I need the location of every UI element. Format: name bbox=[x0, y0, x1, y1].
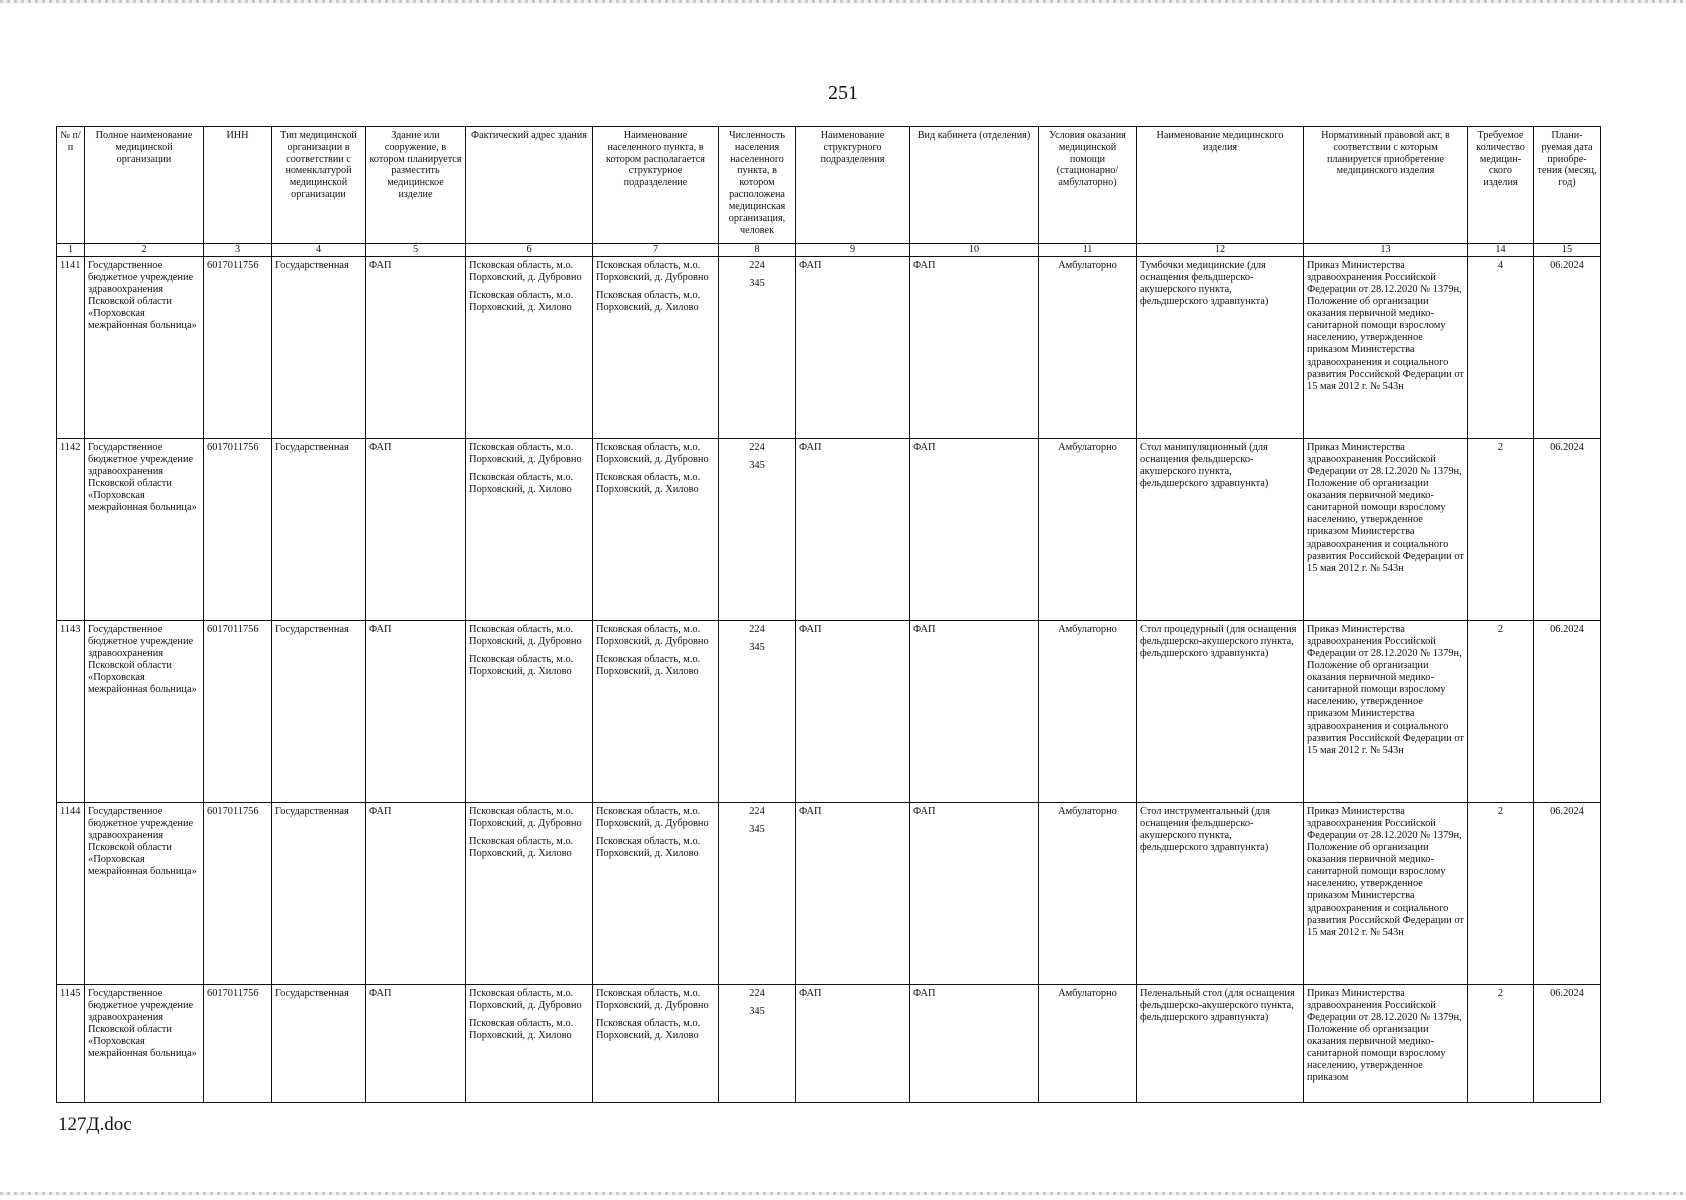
settlement-line: Псковская область, м.о. Порховский, д. Хилово bbox=[596, 836, 701, 860]
device-cell: Стол манипуляционный (для оснащения фельдшерско-акушерского пункта, фельдшерского здравпункта) bbox=[1137, 439, 1304, 621]
settlement-line: Псковская область, м.о. Порховский, д. Хилово bbox=[596, 654, 701, 678]
settlement-line: Псковская область, м.о. Порховский, д. Дубровно bbox=[596, 624, 709, 648]
legal-act-cell: Приказ Министерства здравоохранения Российской Федерации от 28.12.2020 № 1379н, Положение об организации оказания первичной медико-санитарной помощи взрослому населению, утвержденное приказом Министерства здравоохранения и социального развития Российской Федерации от 15 мая 2012 г. № 543н bbox=[1304, 621, 1468, 803]
table-header-row bbox=[57, 127, 1601, 244]
device-cell: Пеленальный стол (для оснащения фельдшерско-акушерского пункта, фельдшерского здравпункта) bbox=[1137, 985, 1304, 1103]
conditions-cell: Амбулаторно bbox=[1039, 985, 1137, 1103]
population-value: 224 bbox=[749, 988, 765, 999]
row-number: 1141 bbox=[57, 257, 85, 439]
cabinet-cell: ФАП bbox=[910, 439, 1039, 621]
row-number: 1144 bbox=[57, 803, 85, 985]
settlement-cell bbox=[593, 803, 719, 985]
org-type-cell: Государственная bbox=[272, 439, 366, 621]
table-row bbox=[57, 621, 1601, 803]
cabinet-cell: ФАП bbox=[910, 803, 1039, 985]
building-cell: ФАП bbox=[366, 621, 466, 803]
inn-cell: 6017011756 bbox=[204, 803, 272, 985]
header-cell: Вид кабинета (отделения) bbox=[910, 127, 1039, 244]
header-cell: Полное наименование медицинской организации bbox=[85, 127, 204, 244]
settlement-line: Псковская область, м.о. Порховский, д. Дубровно bbox=[596, 806, 709, 830]
population-value: 345 bbox=[749, 642, 765, 654]
settlement-line: Псковская область, м.о. Порховский, д. Дубровно bbox=[596, 260, 709, 284]
address-line: Псковская область, м.о. Порховский, д. Хилово bbox=[469, 836, 574, 860]
scan-edge-bottom bbox=[0, 1192, 1686, 1195]
quantity-cell: 2 bbox=[1468, 621, 1534, 803]
equipment-table bbox=[56, 126, 1601, 1103]
address-line: Псковская область, м.о. Порховский, д. Хилово bbox=[469, 290, 574, 314]
conditions-cell: Амбулаторно bbox=[1039, 439, 1137, 621]
org-type-cell: Государственная bbox=[272, 803, 366, 985]
building-cell: ФАП bbox=[366, 803, 466, 985]
org-type-cell: Государственная bbox=[272, 985, 366, 1103]
unit-cell: ФАП bbox=[796, 803, 910, 985]
settlement-cell bbox=[593, 985, 719, 1103]
building-cell: ФАП bbox=[366, 985, 466, 1103]
address-line: Псковская область, м.о. Порховский, д. Дубровно bbox=[469, 988, 582, 1012]
address-cell bbox=[466, 439, 593, 621]
column-number: 15 bbox=[1534, 244, 1601, 257]
address-line: Псковская область, м.о. Порховский, д. Хилово bbox=[469, 472, 574, 496]
header-cell: ИНН bbox=[204, 127, 272, 244]
cabinet-cell: ФАП bbox=[910, 257, 1039, 439]
legal-act-cell: Приказ Министерства здравоохранения Российской Федерации от 28.12.2020 № 1379н, Положение об организации оказания первичной медико-санитарной помощи взрослому населению, утвержденное приказом bbox=[1304, 985, 1468, 1103]
inn-cell: 6017011756 bbox=[204, 621, 272, 803]
population-value: 345 bbox=[749, 460, 765, 472]
unit-cell: ФАП bbox=[796, 985, 910, 1103]
footer-filename: 127Д.doc bbox=[58, 1114, 132, 1135]
conditions-cell: Амбулаторно bbox=[1039, 621, 1137, 803]
table-row bbox=[57, 439, 1601, 621]
population-value: 224 bbox=[749, 442, 765, 453]
header-cell: Нормативный правовой акт, в соответствии с которым планируется приобретение медицинского изделия bbox=[1304, 127, 1468, 244]
header-cell: Тип медицинской организации в соответствии с номенклатурой медицинской организации bbox=[272, 127, 366, 244]
address-line: Псковская область, м.о. Порховский, д. Дубровно bbox=[469, 806, 582, 830]
date-cell: 06.2024 bbox=[1534, 803, 1601, 985]
population-value: 345 bbox=[749, 824, 765, 836]
header-cell: Плани-руемая дата приобре-тения (месяц, год) bbox=[1534, 127, 1601, 244]
inn-cell: 6017011756 bbox=[204, 439, 272, 621]
legal-act-cell: Приказ Министерства здравоохранения Российской Федерации от 28.12.2020 № 1379н, Положение об организации оказания первичной медико-санитарной помощи взрослому населению, утвержденное приказом Министерства здравоохранения и социального развития Российской Федерации от 15 мая 2012 г. № 543н bbox=[1304, 439, 1468, 621]
header-cell: Фактический адрес здания bbox=[466, 127, 593, 244]
population-cell bbox=[719, 803, 796, 985]
column-number: 10 bbox=[910, 244, 1039, 257]
population-value: 345 bbox=[749, 278, 765, 290]
address-line: Псковская область, м.о. Порховский, д. Дубровно bbox=[469, 442, 582, 466]
device-cell: Тумбочки медицинские (для оснащения фельдшерско-акушерского пункта, фельдшерского здравпункта) bbox=[1137, 257, 1304, 439]
settlement-cell bbox=[593, 439, 719, 621]
date-cell: 06.2024 bbox=[1534, 257, 1601, 439]
population-cell bbox=[719, 985, 796, 1103]
organization-name: Государственное бюджетное учреждение здравоохранения Псковской области «Порховская межрайонная больница» bbox=[85, 439, 204, 621]
date-cell: 06.2024 bbox=[1534, 985, 1601, 1103]
cabinet-cell: ФАП bbox=[910, 985, 1039, 1103]
quantity-cell: 2 bbox=[1468, 803, 1534, 985]
address-cell bbox=[466, 257, 593, 439]
inn-cell: 6017011756 bbox=[204, 257, 272, 439]
header-cell: Численность населения населенного пункта, в котором расположена медицинская организация, человек bbox=[719, 127, 796, 244]
date-cell: 06.2024 bbox=[1534, 439, 1601, 621]
address-line: Псковская область, м.о. Порховский, д. Хилово bbox=[469, 654, 574, 678]
population-cell bbox=[719, 257, 796, 439]
cabinet-cell: ФАП bbox=[910, 621, 1039, 803]
table-row bbox=[57, 803, 1601, 985]
conditions-cell: Амбулаторно bbox=[1039, 257, 1137, 439]
column-number: 12 bbox=[1137, 244, 1304, 257]
population-value: 224 bbox=[749, 624, 765, 635]
address-cell bbox=[466, 985, 593, 1103]
building-cell: ФАП bbox=[366, 257, 466, 439]
column-number: 7 bbox=[593, 244, 719, 257]
header-cell: Здание или сооружение, в котором планируется разместить медицинское изделие bbox=[366, 127, 466, 244]
organization-name: Государственное бюджетное учреждение здравоохранения Псковской области «Порховская межрайонная больница» bbox=[85, 985, 204, 1103]
header-cell: Наименование населенного пункта, в котором располагается структурное подразделение bbox=[593, 127, 719, 244]
column-number: 14 bbox=[1468, 244, 1534, 257]
address-line: Псковская область, м.о. Порховский, д. Дубровно bbox=[469, 260, 582, 284]
column-number: 9 bbox=[796, 244, 910, 257]
column-number-row bbox=[57, 244, 1601, 257]
quantity-cell: 2 bbox=[1468, 439, 1534, 621]
header-cell: Условия оказания медицинской помощи (стационарно/ амбулаторно) bbox=[1039, 127, 1137, 244]
conditions-cell: Амбулаторно bbox=[1039, 803, 1137, 985]
settlement-line: Псковская область, м.о. Порховский, д. Хилово bbox=[596, 290, 701, 314]
building-cell: ФАП bbox=[366, 439, 466, 621]
address-cell bbox=[466, 621, 593, 803]
table-row bbox=[57, 257, 1601, 439]
column-number: 4 bbox=[272, 244, 366, 257]
org-type-cell: Государственная bbox=[272, 257, 366, 439]
unit-cell: ФАП bbox=[796, 621, 910, 803]
legal-act-cell: Приказ Министерства здравоохранения Российской Федерации от 28.12.2020 № 1379н, Положение об организации оказания первичной медико-санитарной помощи взрослому населению, утвержденное приказом Министерства здравоохранения и социального развития Российской Федерации от 15 мая 2012 г. № 543н bbox=[1304, 803, 1468, 985]
row-number: 1143 bbox=[57, 621, 85, 803]
settlement-line: Псковская область, м.о. Порховский, д. Хилово bbox=[596, 472, 701, 496]
population-value: 224 bbox=[749, 806, 765, 817]
table-row bbox=[57, 985, 1601, 1103]
inn-cell: 6017011756 bbox=[204, 985, 272, 1103]
column-number: 8 bbox=[719, 244, 796, 257]
settlement-line: Псковская область, м.о. Порховский, д. Дубровно bbox=[596, 442, 709, 466]
column-number: 2 bbox=[85, 244, 204, 257]
scan-edge-top bbox=[0, 0, 1686, 3]
settlement-cell bbox=[593, 257, 719, 439]
column-number: 6 bbox=[466, 244, 593, 257]
organization-name: Государственное бюджетное учреждение здравоохранения Псковской области «Порховская межрайонная больница» bbox=[85, 621, 204, 803]
settlement-line: Псковская область, м.о. Порховский, д. Дубровно bbox=[596, 988, 709, 1012]
column-number: 11 bbox=[1039, 244, 1137, 257]
population-cell bbox=[719, 621, 796, 803]
date-cell: 06.2024 bbox=[1534, 621, 1601, 803]
unit-cell: ФАП bbox=[796, 257, 910, 439]
device-cell: Стол процедурный (для оснащения фельдшерско-акушерского пункта, фельдшерского здравпункта) bbox=[1137, 621, 1304, 803]
row-number: 1145 bbox=[57, 985, 85, 1103]
address-line: Псковская область, м.о. Порховский, д. Дубровно bbox=[469, 624, 582, 648]
population-cell bbox=[719, 439, 796, 621]
address-line: Псковская область, м.о. Порховский, д. Хилово bbox=[469, 1018, 574, 1042]
header-cell: № п/п bbox=[57, 127, 85, 244]
column-number: 13 bbox=[1304, 244, 1468, 257]
org-type-cell: Государственная bbox=[272, 621, 366, 803]
header-cell: Требуемое количество медицин-ского изделия bbox=[1468, 127, 1534, 244]
page-number: 251 bbox=[828, 82, 858, 104]
organization-name: Государственное бюджетное учреждение здравоохранения Псковской области «Порховская межрайонная больница» bbox=[85, 257, 204, 439]
header-cell: Наименование медицинского изделия bbox=[1137, 127, 1304, 244]
device-cell: Стол инструментальный (для оснащения фельдшерско-акушерского пункта, фельдшерского здравпункта) bbox=[1137, 803, 1304, 985]
population-value: 224 bbox=[749, 260, 765, 271]
quantity-cell: 2 bbox=[1468, 985, 1534, 1103]
quantity-cell: 4 bbox=[1468, 257, 1534, 439]
header-cell: Наименование структурного подразделения bbox=[796, 127, 910, 244]
column-number: 3 bbox=[204, 244, 272, 257]
column-number: 5 bbox=[366, 244, 466, 257]
row-number: 1142 bbox=[57, 439, 85, 621]
settlement-line: Псковская область, м.о. Порховский, д. Хилово bbox=[596, 1018, 701, 1042]
column-number: 1 bbox=[57, 244, 85, 257]
address-cell bbox=[466, 803, 593, 985]
settlement-cell bbox=[593, 621, 719, 803]
unit-cell: ФАП bbox=[796, 439, 910, 621]
population-value: 345 bbox=[749, 1006, 765, 1018]
legal-act-cell: Приказ Министерства здравоохранения Российской Федерации от 28.12.2020 № 1379н, Положение об организации оказания первичной медико-санитарной помощи взрослому населению, утвержденное приказом Министерства здравоохранения и социального развития Российской Федерации от 15 мая 2012 г. № 543н bbox=[1304, 257, 1468, 439]
organization-name: Государственное бюджетное учреждение здравоохранения Псковской области «Порховская межрайонная больница» bbox=[85, 803, 204, 985]
